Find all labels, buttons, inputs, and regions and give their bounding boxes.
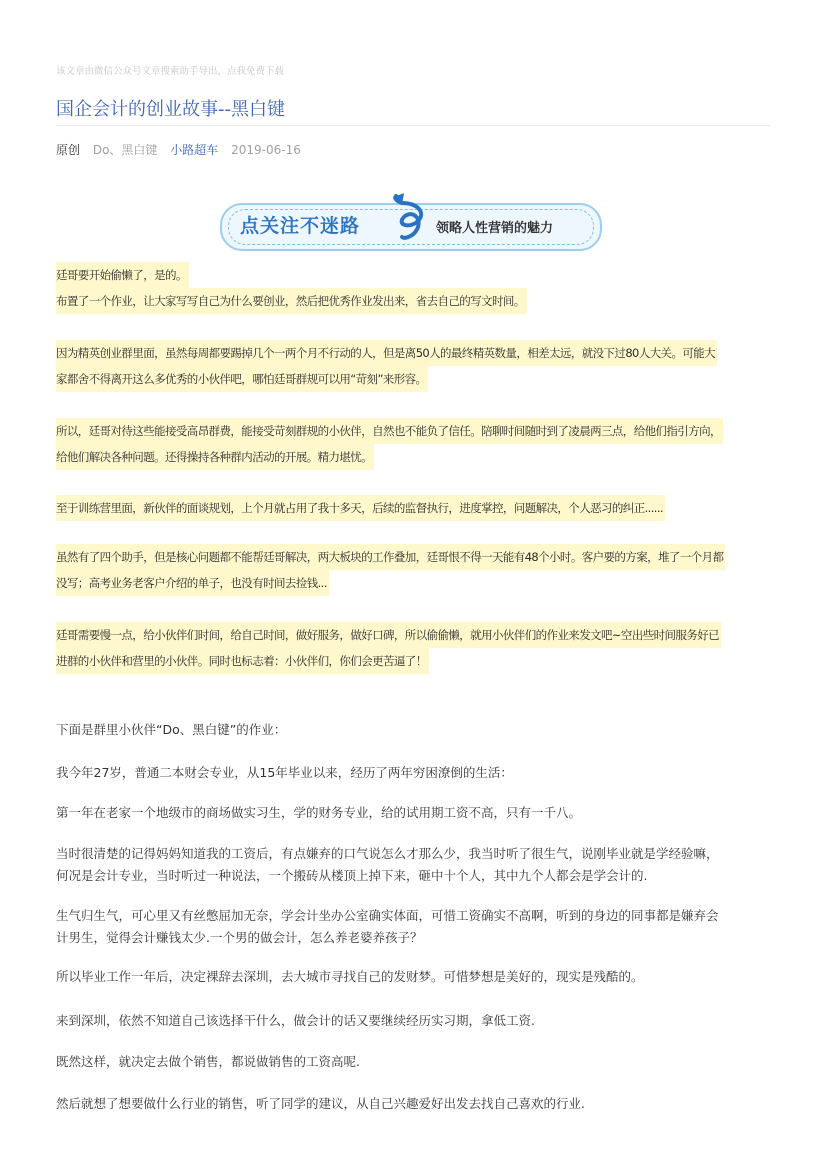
- highlight-line: 廷哥要开始偷懒了，是的。: [56, 262, 189, 288]
- highlight-paragraph: [56, 544, 776, 596]
- highlight-line: 没写；高考业务老客户介绍的单子，也没有时间去捡钱...: [56, 570, 329, 596]
- highlight-line: 廷哥需要慢一点，给小伙伴们时间，给自己时间，做好服务，做好口碑，所以偷偷懒，就用小伙伴们的作业来发文吧~空出些时间服务好已: [56, 622, 721, 648]
- highlight-line: 因为精英创业群里面，虽然每周都要踢掉几个一两个月不行动的人，但是离50人的最终精英数量，相差太远，就没下过80人大关。可能大: [56, 340, 717, 366]
- follow-banner: [218, 185, 603, 251]
- author-name: Do、黑白键: [92, 143, 158, 157]
- body-line: 既然这样，就决定去做个销售，都说做销售的工资高呢.: [56, 1054, 360, 1069]
- account-link[interactable]: 小路超车: [170, 143, 219, 157]
- body-paragraph: [56, 802, 770, 824]
- original-tag: 原创: [56, 143, 81, 157]
- highlight-line: 至于训练营里面，新伙伴的面谈规划，上个月就占用了我十多天，后续的监督执行，进度掌控，问题解决，个人恶习的纠正......: [56, 495, 665, 521]
- highlight-line: 进群的小伙伴和营里的小伙伴。同时也标志着：小伙伴们，你们会更苦逼了！: [56, 648, 429, 674]
- highlight-paragraph: [56, 622, 776, 674]
- publish-date: 2019-06-16: [231, 143, 301, 157]
- body-line: 然后就想了想要做什么行业的销售，听了同学的建议，从自己兴趣爱好出发去找自己喜欢的行业.: [56, 1096, 585, 1111]
- body-line: 计男生，觉得会计赚钱太少.一个男的做会计，怎么养老婆养孩子？: [56, 930, 423, 945]
- body-paragraph: [56, 966, 770, 988]
- highlight-line: 家都舍不得离开这么多优秀的小伙伴吧，哪怕廷哥群规可以用“苛刻”来形容。: [56, 366, 428, 392]
- highlight-line: 虽然有了四个助手，但是核心问题都不能帮廷哥解决，两大板块的工作叠加，廷哥恨不得一天能有48个小时。客户要的方案，堆了一个月都: [56, 544, 725, 570]
- body-line: 下面是群里小伙伴“Do、黑白键”的作业：: [56, 722, 287, 737]
- banner-tagline: 领略人性营销的魅力: [436, 221, 554, 236]
- body-line: 第一年在老家一个地级市的商场做实习生，学的财务专业，给的试用期工资不高，只有一千八。: [56, 805, 582, 820]
- highlight-paragraph: [56, 340, 776, 392]
- body-paragraph: [56, 1051, 770, 1073]
- highlight-line: 布置了一个作业，让大家写写自己为什么要创业，然后把优秀作业发出来，省去自己的写文时间。: [56, 288, 527, 314]
- body-line: 来到深圳，依然不知道自己该选择干什么，做会计的话又要继续经历实习期，拿低工资.: [56, 1013, 535, 1028]
- body-paragraph: [56, 762, 770, 784]
- title-divider: [56, 125, 770, 126]
- article-meta: [56, 141, 310, 158]
- highlight-line: 所以，廷哥对待这些能接受高昂群费，能接受苛刻群规的小伙伴，自然也不能负了信任。陪聊时间随时到了凌晨两三点，给他们指引方向，: [56, 418, 723, 444]
- banner-follow-text: 点关注不迷路: [240, 215, 361, 237]
- export-notice-link[interactable]: 该文章由微信公众号文章搜索助手导出，点我免费下载: [56, 66, 285, 77]
- body-line: 生气归生气，可心里又有丝憋屈加无奈，学会计坐办公室确实体面，可惜工资确实不高啊，听到的身边的同事都是嫌弃会: [56, 908, 719, 923]
- article-title: 国企会计的创业故事--黑白键: [56, 99, 285, 120]
- highlight-paragraph: [56, 418, 776, 470]
- body-paragraph: [56, 719, 770, 741]
- body-line: 何况是会计专业，当时听过一种说法，一个搬砖从楼顶上掉下来，砸中十个人，其中九个人都会是学会计的.: [56, 868, 648, 883]
- swirl-arrow-icon: [382, 185, 438, 249]
- body-paragraph: [56, 1010, 770, 1032]
- body-paragraph: [56, 905, 770, 949]
- body-line: 我今年27岁，普通二本财会专业，从15年毕业以来，经历了两年穷困潦倒的生活：: [56, 765, 513, 780]
- highlight-line: 给他们解决各种问题。还得操持各种群内活动的开展。精力堪忧。: [56, 444, 374, 470]
- body-line: 所以毕业工作一年后，决定裸辞去深圳，去大城市寻找自己的发财梦。可惜梦想是美好的，现实是残酷的。: [56, 969, 644, 984]
- body-line: 当时很清楚的记得妈妈知道我的工资后，有点嫌弃的口气说怎么才那么少，我当时听了很生气，说刚毕业就是学经验嘛，: [56, 846, 719, 861]
- body-paragraph: [56, 1093, 770, 1115]
- body-paragraph: [56, 843, 770, 887]
- highlight-paragraph: [56, 495, 776, 521]
- highlight-paragraph: [56, 262, 776, 314]
